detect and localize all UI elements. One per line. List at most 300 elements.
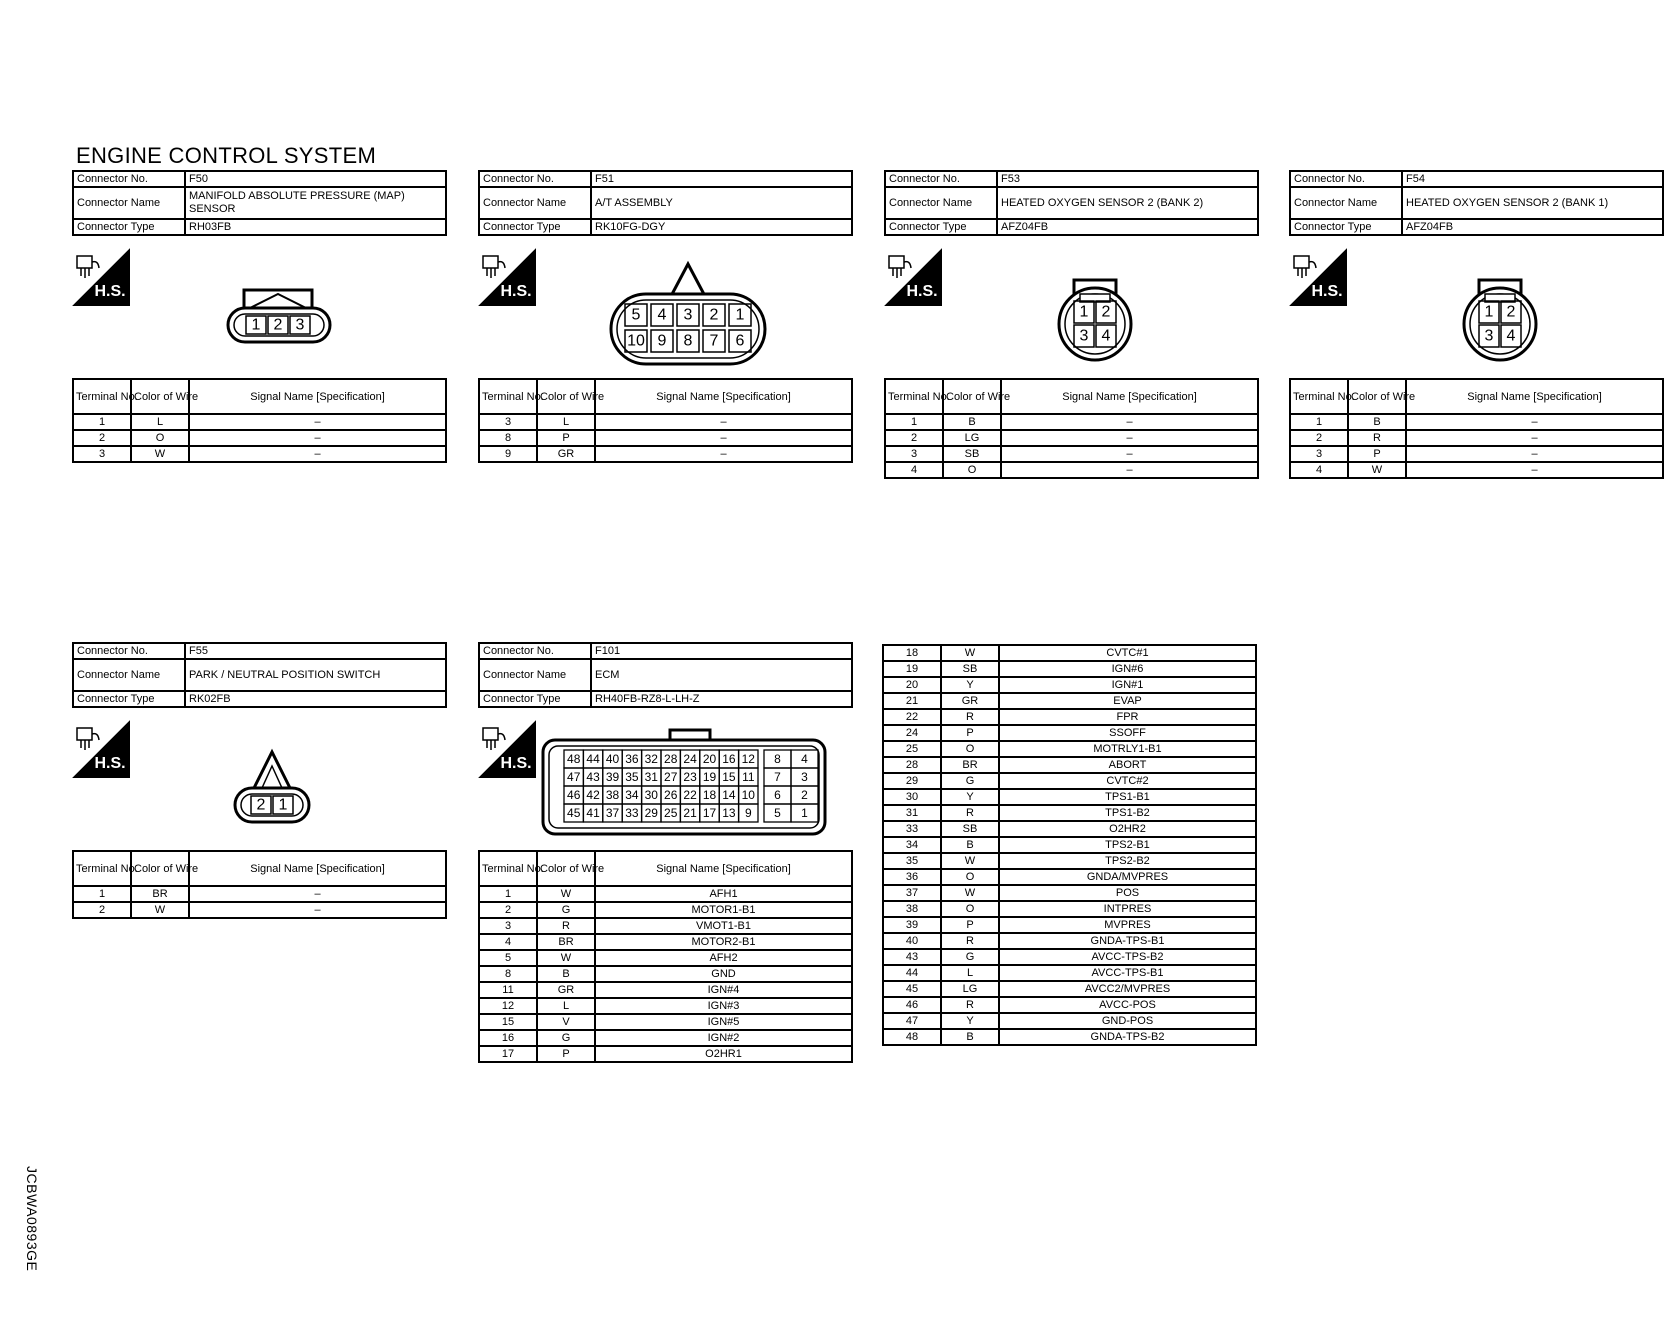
signal-name-header: Signal Name [Specification] xyxy=(595,851,852,886)
terminal-no: 45 xyxy=(883,981,941,997)
terminal-no: 8 xyxy=(479,430,537,446)
table-row xyxy=(885,430,1258,446)
pin-number: 32 xyxy=(644,752,658,766)
connector-type-label: Connector Type xyxy=(479,691,591,707)
table-row xyxy=(883,805,1256,821)
signal-name: – xyxy=(1406,430,1663,446)
terminal-table xyxy=(884,378,1259,479)
connector-name: ECM xyxy=(591,659,852,691)
signal-name: POS xyxy=(999,885,1256,901)
pin-number: 8 xyxy=(683,332,693,350)
terminal-no: 16 xyxy=(479,1030,537,1046)
pin-number: 9 xyxy=(657,332,667,350)
signal-name: – xyxy=(595,430,852,446)
wire-color: LG xyxy=(943,430,1001,446)
terminal-no: 4 xyxy=(479,934,537,950)
pin-number: 2 xyxy=(1506,303,1516,321)
terminal-no-header: Terminal No. xyxy=(479,379,537,414)
signal-name: – xyxy=(595,446,852,462)
connector-name-label: Connector Name xyxy=(1290,187,1402,219)
connector-name-label: Connector Name xyxy=(73,187,185,219)
terminal-table xyxy=(478,378,853,463)
connector-no-label: Connector No. xyxy=(73,171,185,187)
signal-name: AVCC-TPS-B1 xyxy=(999,965,1256,981)
connector-type-label: Connector Type xyxy=(1290,219,1402,235)
wire-color: O xyxy=(943,462,1001,478)
wire-color: G xyxy=(537,902,595,918)
pin-number: 20 xyxy=(702,752,717,766)
table-row xyxy=(883,693,1256,709)
pin-number: 3 xyxy=(1484,327,1494,345)
pin-number: 7 xyxy=(709,332,719,350)
pin-number: 33 xyxy=(625,806,639,820)
terminal-no: 37 xyxy=(883,885,941,901)
terminal-no: 15 xyxy=(479,1014,537,1030)
pin-number: 29 xyxy=(644,806,658,820)
wire-color: BR xyxy=(537,934,595,950)
table-row xyxy=(1290,430,1663,446)
table-row xyxy=(885,446,1258,462)
signal-name: ABORT xyxy=(999,757,1256,773)
signal-name: MOTOR2-B1 xyxy=(595,934,852,950)
terminal-no: 2 xyxy=(1290,430,1348,446)
wire-color: LG xyxy=(941,981,999,997)
wire-color: V xyxy=(537,1014,595,1030)
table-row xyxy=(883,997,1256,1013)
signal-name: TPS2-B1 xyxy=(999,837,1256,853)
pin-number: 5 xyxy=(631,306,641,324)
signal-name: – xyxy=(189,446,446,462)
wire-color-header: Color of Wire xyxy=(131,851,189,886)
wire-color: W xyxy=(941,885,999,901)
connector-type: RH40FB-RZ8-L-LH-Z xyxy=(591,691,852,707)
connector-face-diagram xyxy=(608,260,768,368)
table-row xyxy=(73,886,446,902)
connector-no: F55 xyxy=(185,643,446,659)
connector-header-table xyxy=(478,642,853,708)
pin-number: 15 xyxy=(722,770,736,784)
pin-number: 21 xyxy=(683,806,697,820)
wire-color: BR xyxy=(131,886,189,902)
terminal-no-header: Terminal No. xyxy=(885,379,943,414)
table-row xyxy=(73,902,446,918)
pin-number: 1 xyxy=(801,806,808,820)
pin-number: 23 xyxy=(683,770,697,784)
pin-number: 25 xyxy=(664,806,678,820)
wire-color: P xyxy=(537,1046,595,1062)
signal-name: IGN#6 xyxy=(999,661,1256,677)
harness-side-icon xyxy=(884,248,942,306)
terminal-no: 3 xyxy=(885,446,943,462)
signal-name: – xyxy=(595,414,852,430)
signal-name: – xyxy=(1406,414,1663,430)
terminal-no: 34 xyxy=(883,837,941,853)
pin-number: 4 xyxy=(1101,327,1111,345)
signal-name: – xyxy=(1001,462,1258,478)
terminal-no: 30 xyxy=(883,789,941,805)
signal-name: AFH2 xyxy=(595,950,852,966)
table-row xyxy=(883,789,1256,805)
terminal-no: 2 xyxy=(73,902,131,918)
figure-code: JCBWA0893GE xyxy=(24,1166,40,1272)
wire-color: Y xyxy=(941,677,999,693)
signal-name: MOTOR1-B1 xyxy=(595,902,852,918)
table-row xyxy=(73,430,446,446)
table-row xyxy=(479,886,852,902)
table-row xyxy=(479,918,852,934)
terminal-no: 39 xyxy=(883,917,941,933)
terminal-no-header: Terminal No. xyxy=(73,851,131,886)
pin-number: 9 xyxy=(744,806,752,820)
pin-number: 41 xyxy=(586,806,600,820)
signal-name: EVAP xyxy=(999,693,1256,709)
terminal-no: 2 xyxy=(885,430,943,446)
terminal-no: 40 xyxy=(883,933,941,949)
connector-type: RK10FG-DGY xyxy=(591,219,852,235)
connector-name-label: Connector Name xyxy=(73,659,185,691)
terminal-table-header xyxy=(885,379,1258,414)
hs-label: H.S. xyxy=(94,755,126,772)
table-row xyxy=(73,446,446,462)
table-row xyxy=(883,773,1256,789)
terminal-no: 9 xyxy=(479,446,537,462)
wire-color: W xyxy=(537,950,595,966)
terminal-no: 22 xyxy=(883,709,941,725)
wire-color: G xyxy=(941,949,999,965)
terminal-no: 20 xyxy=(883,677,941,693)
pin-number: 4 xyxy=(801,752,808,766)
signal-name: GND-POS xyxy=(999,1013,1256,1029)
terminal-no: 21 xyxy=(883,693,941,709)
hs-label: H.S. xyxy=(500,283,532,300)
signal-name: IGN#5 xyxy=(595,1014,852,1030)
table-row xyxy=(479,998,852,1014)
wire-color: O xyxy=(941,741,999,757)
signal-name: FPR xyxy=(999,709,1256,725)
connector-no-label: Connector No. xyxy=(1290,171,1402,187)
table-row xyxy=(883,981,1256,997)
table-row xyxy=(479,1014,852,1030)
table-row xyxy=(883,933,1256,949)
wire-color: SB xyxy=(943,446,1001,462)
pin-number: 13 xyxy=(722,806,736,820)
terminal-table-wrap xyxy=(1289,378,1664,479)
table-row xyxy=(479,414,852,430)
signal-name: – xyxy=(1406,446,1663,462)
signal-name: – xyxy=(189,902,446,918)
connector-no: F101 xyxy=(591,643,852,659)
wire-color: W xyxy=(941,645,999,661)
pin-number: 35 xyxy=(625,770,639,784)
wire-color-header: Color of Wire xyxy=(537,379,595,414)
pin-number: 44 xyxy=(586,752,600,766)
terminal-no: 3 xyxy=(479,918,537,934)
table-row xyxy=(1290,446,1663,462)
terminal-no: 17 xyxy=(479,1046,537,1062)
connector-face-diagram xyxy=(1050,278,1140,362)
pin-number: 46 xyxy=(567,788,581,802)
signal-name: AVCC-TPS-B2 xyxy=(999,949,1256,965)
connector-type: RK02FB xyxy=(185,691,446,707)
wire-color: SB xyxy=(941,821,999,837)
connector-face-diagram xyxy=(224,282,334,352)
signal-name: – xyxy=(189,886,446,902)
pin-number: 6 xyxy=(735,332,745,350)
pin-number: 24 xyxy=(683,752,697,766)
pin-number: 12 xyxy=(741,752,755,766)
pin-number: 2 xyxy=(1101,303,1111,321)
terminal-no: 29 xyxy=(883,773,941,789)
terminal-no: 18 xyxy=(883,645,941,661)
terminal-no: 12 xyxy=(479,998,537,1014)
signal-name-header: Signal Name [Specification] xyxy=(1001,379,1258,414)
terminal-no-header: Terminal No. xyxy=(73,379,131,414)
wire-color: B xyxy=(1348,414,1406,430)
terminal-table-wrap xyxy=(884,378,1259,479)
connector-block-f55 xyxy=(72,642,447,1062)
connector-no: F53 xyxy=(997,171,1258,187)
pin-number: 1 xyxy=(735,306,745,324)
terminal-table-header xyxy=(73,851,446,886)
pin-number: 2 xyxy=(273,316,283,334)
terminal-no: 48 xyxy=(883,1029,941,1045)
pin-number: 7 xyxy=(774,770,781,784)
pin-number: 48 xyxy=(567,752,581,766)
connector-block-f50 xyxy=(72,170,447,590)
pin-number: 31 xyxy=(644,770,658,784)
terminal-table-header xyxy=(73,379,446,414)
connector-type: RH03FB xyxy=(185,219,446,235)
terminal-no: 8 xyxy=(479,966,537,982)
connector-no-label: Connector No. xyxy=(73,643,185,659)
pin-number: 14 xyxy=(722,788,736,802)
table-row xyxy=(479,446,852,462)
wire-color-header: Color of Wire xyxy=(131,379,189,414)
pin-number: 30 xyxy=(644,788,658,802)
wire-color-header: Color of Wire xyxy=(1348,379,1406,414)
connector-no-label: Connector No. xyxy=(479,643,591,659)
connector-block-f54 xyxy=(1289,170,1664,590)
signal-name: – xyxy=(1406,462,1663,478)
wire-color: GR xyxy=(941,693,999,709)
table-row xyxy=(1290,414,1663,430)
connector-face-diagram xyxy=(540,728,830,838)
signal-name: – xyxy=(189,414,446,430)
connector-block-f53 xyxy=(884,170,1259,590)
terminal-no: 19 xyxy=(883,661,941,677)
wire-color: R xyxy=(941,997,999,1013)
table-row xyxy=(883,901,1256,917)
signal-name-header: Signal Name [Specification] xyxy=(189,379,446,414)
harness-side-icon xyxy=(72,248,130,306)
pin-number: 11 xyxy=(742,770,755,784)
signal-name: CVTC#2 xyxy=(999,773,1256,789)
terminal-no: 24 xyxy=(883,725,941,741)
signal-name: – xyxy=(1001,446,1258,462)
table-row xyxy=(883,949,1256,965)
pin-number: 22 xyxy=(683,788,697,802)
pin-number: 38 xyxy=(605,788,620,802)
terminal-table-wrap xyxy=(478,850,853,1063)
signal-name-header: Signal Name [Specification] xyxy=(1406,379,1663,414)
harness-side-icon xyxy=(478,248,536,306)
table-row xyxy=(883,741,1256,757)
harness-side-icon xyxy=(1289,248,1347,306)
pin-number: 28 xyxy=(664,752,678,766)
pin-number: 6 xyxy=(774,788,781,802)
terminal-no: 36 xyxy=(883,869,941,885)
terminal-no: 31 xyxy=(883,805,941,821)
table-row xyxy=(885,462,1258,478)
table-row xyxy=(885,414,1258,430)
signal-name: GNDA/MVPRES xyxy=(999,869,1256,885)
pin-number: 26 xyxy=(664,788,678,802)
table-row xyxy=(479,1030,852,1046)
terminal-table xyxy=(1289,378,1664,479)
wire-color: O xyxy=(941,901,999,917)
wire-color: Y xyxy=(941,789,999,805)
signal-name: MOTRLY1-B1 xyxy=(999,741,1256,757)
terminal-table xyxy=(72,378,447,463)
page-title: ENGINE CONTROL SYSTEM xyxy=(76,143,377,168)
signal-name: O2HR2 xyxy=(999,821,1256,837)
connector-name: PARK / NEUTRAL POSITION SWITCH xyxy=(185,659,446,691)
signal-name: SSOFF xyxy=(999,725,1256,741)
table-row xyxy=(479,430,852,446)
pin-number: 1 xyxy=(251,316,261,334)
terminal-no: 1 xyxy=(1290,414,1348,430)
pin-number: 2 xyxy=(256,796,266,814)
pin-number: 27 xyxy=(664,770,678,784)
connector-no: F54 xyxy=(1402,171,1663,187)
wire-color: SB xyxy=(941,661,999,677)
pin-number: 4 xyxy=(1506,327,1516,345)
wire-color: Y xyxy=(941,1013,999,1029)
pin-number: 2 xyxy=(709,306,719,324)
table-row xyxy=(883,1029,1256,1045)
connector-name-label: Connector Name xyxy=(479,187,591,219)
signal-name: IGN#4 xyxy=(595,982,852,998)
table-row xyxy=(479,982,852,998)
terminal-table-header xyxy=(1290,379,1663,414)
connector-no-label: Connector No. xyxy=(885,171,997,187)
pin-number: 16 xyxy=(722,752,736,766)
signal-name: GNDA-TPS-B2 xyxy=(999,1029,1256,1045)
wire-color: W xyxy=(537,886,595,902)
terminal-no: 3 xyxy=(1290,446,1348,462)
terminal-no-header: Terminal No. xyxy=(1290,379,1348,414)
wire-color: W xyxy=(131,446,189,462)
signal-name: AVCC-POS xyxy=(999,997,1256,1013)
terminal-no: 43 xyxy=(883,949,941,965)
wire-color: P xyxy=(1348,446,1406,462)
pin-number: 37 xyxy=(605,806,620,820)
wire-color: BR xyxy=(941,757,999,773)
signal-name: AFH1 xyxy=(595,886,852,902)
table-row xyxy=(479,934,852,950)
connector-header-table xyxy=(1289,170,1664,236)
pin-number: 34 xyxy=(625,788,639,802)
connector-header-table xyxy=(478,170,853,236)
table-row xyxy=(883,917,1256,933)
signal-name: INTPRES xyxy=(999,901,1256,917)
terminal-table xyxy=(478,850,853,1063)
pin-number: 19 xyxy=(702,770,717,784)
wire-color: L xyxy=(537,414,595,430)
table-row xyxy=(479,950,852,966)
connector-name: HEATED OXYGEN SENSOR 2 (BANK 1) xyxy=(1402,187,1663,219)
connector-name-label: Connector Name xyxy=(885,187,997,219)
connector-type-label: Connector Type xyxy=(885,219,997,235)
wire-color: R xyxy=(1348,430,1406,446)
connector-name: HEATED OXYGEN SENSOR 2 (BANK 2) xyxy=(997,187,1258,219)
harness-side-icon xyxy=(478,720,536,778)
wire-color: R xyxy=(537,918,595,934)
signal-name: VMOT1-B1 xyxy=(595,918,852,934)
table-row xyxy=(883,677,1256,693)
wire-color: W xyxy=(1348,462,1406,478)
table-row xyxy=(479,902,852,918)
pin-number: 8 xyxy=(774,752,781,766)
wire-color: R xyxy=(941,709,999,725)
signal-name: O2HR1 xyxy=(595,1046,852,1062)
pin-number: 1 xyxy=(278,796,288,814)
terminal-no: 47 xyxy=(883,1013,941,1029)
terminal-no: 1 xyxy=(73,886,131,902)
signal-name: TPS1-B2 xyxy=(999,805,1256,821)
pin-number: 5 xyxy=(774,806,781,820)
connector-no: F50 xyxy=(185,171,446,187)
hs-label: H.S. xyxy=(500,755,532,772)
pin-number: 43 xyxy=(586,770,600,784)
connector-header-table xyxy=(884,170,1259,236)
connector-name: MANIFOLD ABSOLUTE PRESSURE (MAP) SENSOR xyxy=(185,187,446,219)
hs-label: H.S. xyxy=(94,283,126,300)
wire-color: G xyxy=(941,773,999,789)
wire-color: B xyxy=(941,837,999,853)
signal-name: GND xyxy=(595,966,852,982)
signal-name: – xyxy=(1001,430,1258,446)
wire-color: L xyxy=(131,414,189,430)
signal-name: TPS1-B1 xyxy=(999,789,1256,805)
terminal-no: 4 xyxy=(1290,462,1348,478)
pin-number: 3 xyxy=(801,770,808,784)
pin-number: 18 xyxy=(702,788,717,802)
connector-face-diagram xyxy=(232,744,312,828)
terminal-no: 46 xyxy=(883,997,941,1013)
wire-color: B xyxy=(537,966,595,982)
table-row xyxy=(883,853,1256,869)
terminal-no: 3 xyxy=(73,446,131,462)
wire-color: L xyxy=(537,998,595,1014)
terminal-no-header: Terminal No. xyxy=(479,851,537,886)
connector-no: F51 xyxy=(591,171,852,187)
wire-color: GR xyxy=(537,982,595,998)
wire-color: O xyxy=(941,869,999,885)
table-row xyxy=(73,414,446,430)
ecm-terminal-table-continued xyxy=(882,644,1257,1046)
terminal-no: 1 xyxy=(885,414,943,430)
hs-label: H.S. xyxy=(1311,283,1343,300)
signal-name: IGN#1 xyxy=(999,677,1256,693)
signal-name-header: Signal Name [Specification] xyxy=(189,851,446,886)
terminal-no: 3 xyxy=(479,414,537,430)
connector-type-label: Connector Type xyxy=(73,691,185,707)
signal-name: – xyxy=(1001,414,1258,430)
table-row xyxy=(883,1013,1256,1029)
table-row xyxy=(883,709,1256,725)
pin-number: 36 xyxy=(625,752,639,766)
